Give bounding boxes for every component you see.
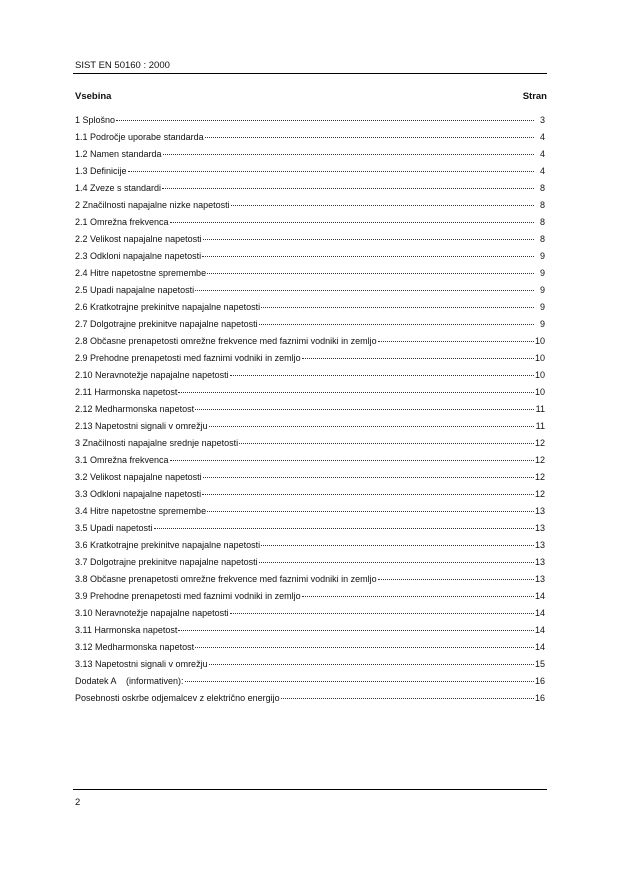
toc-dot-leader	[195, 403, 534, 410]
toc-entry[interactable]	[75, 200, 545, 217]
toc-entry-page: 14	[534, 608, 545, 618]
toc-dot-leader	[378, 335, 534, 342]
footer-divider	[73, 789, 547, 790]
toc-dot-leader	[261, 539, 534, 546]
toc-entry-page: 4	[539, 132, 545, 142]
toc-entry-page: 4	[539, 149, 545, 159]
toc-dot-leader	[195, 641, 534, 648]
toc-dot-leader	[163, 148, 534, 155]
toc-entry[interactable]	[75, 319, 545, 336]
toc-entry-page: 3	[539, 115, 545, 125]
toc-dot-leader	[116, 114, 534, 121]
toc-entry[interactable]	[75, 353, 545, 370]
toc-entry-title: 1.4 Zveze s standardi	[75, 183, 162, 193]
toc-entry[interactable]	[75, 183, 545, 200]
toc-dot-leader	[195, 284, 534, 291]
toc-entry-page: 8	[539, 217, 545, 227]
toc-dot-leader	[162, 182, 534, 189]
toc-dot-leader	[178, 624, 534, 631]
toc-entry-page: 10	[534, 387, 545, 397]
toc-entry-page: 11	[535, 404, 545, 414]
toc-entry-title: 3.10 Neravnotežje napajalne napetosti	[75, 608, 229, 618]
toc-dot-leader	[209, 658, 534, 665]
toc-entry[interactable]	[75, 506, 545, 523]
toc-entry[interactable]	[75, 132, 545, 149]
toc-entry-title: 3.8 Občasne prenapetosti omrežne frekvence med faznimi vodniki in zemljo	[75, 574, 377, 584]
toc-dot-leader	[170, 454, 534, 461]
toc-entry-page: 9	[539, 302, 545, 312]
toc-entry-page: 12	[534, 472, 545, 482]
toc-entry-title: 2.11 Harmonska napetost	[75, 387, 178, 397]
toc-dot-leader	[230, 607, 534, 614]
toc-entry-title: 2.3 Odkloni napajalne napetosti	[75, 251, 202, 261]
toc-entry-title: 3.7 Dolgotrajne prekinitve napajalne napetosti	[75, 557, 258, 567]
toc-entry[interactable]	[75, 557, 545, 574]
toc-entry-page: 12	[534, 455, 545, 465]
toc-dot-leader	[205, 131, 534, 138]
toc-entry-page: 12	[534, 438, 545, 448]
toc-entry[interactable]	[75, 251, 545, 268]
toc-dot-leader	[209, 420, 534, 427]
toc-entry-page: 16	[534, 676, 545, 686]
document-id-header: SIST EN 50160 : 2000	[75, 60, 170, 71]
toc-entry[interactable]	[75, 302, 545, 319]
toc-dot-leader	[203, 233, 534, 240]
toc-entry[interactable]	[75, 149, 545, 166]
toc-entry-page: 16	[534, 693, 545, 703]
toc-entry[interactable]	[75, 642, 545, 659]
toc-dot-leader	[281, 692, 534, 699]
table-of-contents	[75, 115, 545, 710]
toc-entry[interactable]	[75, 387, 545, 404]
toc-entry-title: 2.6 Kratkotrajne prekinitve napajalne napetosti	[75, 302, 261, 312]
toc-entry-page: 4	[539, 166, 545, 176]
toc-entry-page: 14	[534, 642, 545, 652]
toc-entry[interactable]	[75, 336, 545, 353]
toc-entry-page: 9	[539, 268, 545, 278]
toc-entry-page: 14	[534, 591, 545, 601]
toc-entry-title: 2.12 Medharmonska napetost	[75, 404, 195, 414]
toc-entry-page: 11	[535, 421, 545, 431]
toc-entry[interactable]	[75, 234, 545, 251]
toc-dot-leader	[302, 590, 534, 597]
toc-entry-title: 3.11 Harmonska napetost	[75, 625, 178, 635]
toc-entry-title: 2.2 Velikost napajalne napetosti	[75, 234, 202, 244]
toc-dot-leader	[230, 369, 534, 376]
toc-heading-contents: Vsebina	[75, 91, 112, 102]
toc-entry-page: 13	[534, 523, 545, 533]
toc-entry-page: 9	[539, 319, 545, 329]
toc-entry[interactable]	[75, 676, 545, 693]
toc-entry-title: 2.5 Upadi napajalne napetosti	[75, 285, 195, 295]
toc-entry-page: 9	[539, 285, 545, 295]
toc-entry-title: 3.9 Prehodne prenapetosti med faznimi vodniki in zemljo	[75, 591, 301, 601]
toc-entry[interactable]	[75, 404, 545, 421]
toc-entry-title: 1 Splošno	[75, 115, 116, 125]
toc-entry[interactable]	[75, 591, 545, 608]
toc-entry-title: 1.1 Področje uporabe standarda	[75, 132, 204, 142]
toc-dot-leader	[170, 216, 534, 223]
toc-entry-page: 13	[534, 557, 545, 567]
toc-entry[interactable]	[75, 523, 545, 540]
toc-dot-leader	[259, 556, 534, 563]
header-divider	[73, 73, 547, 74]
toc-entry-title: Posebnosti oskrbe odjemalcev z električno energijo	[75, 693, 280, 703]
page-number: 2	[75, 797, 81, 808]
toc-entry[interactable]	[75, 574, 545, 591]
toc-entry-page: 13	[534, 506, 545, 516]
toc-entry[interactable]	[75, 659, 545, 676]
toc-dot-leader	[202, 250, 534, 257]
toc-entry-title: 3.3 Odkloni napajalne napetosti	[75, 489, 202, 499]
toc-dot-leader	[302, 352, 534, 359]
toc-entry[interactable]	[75, 455, 545, 472]
toc-entry[interactable]	[75, 370, 545, 387]
toc-entry[interactable]	[75, 217, 545, 234]
toc-entry-title: 2.4 Hitre napetostne spremembe	[75, 268, 207, 278]
toc-entry-page: 10	[534, 353, 545, 363]
toc-dot-leader	[207, 267, 534, 274]
toc-entry-page: 15	[534, 659, 545, 669]
toc-heading-page: Stran	[522, 91, 547, 102]
toc-entry[interactable]	[75, 115, 545, 132]
toc-entry-title: 3.5 Upadi napetosti	[75, 523, 153, 533]
toc-entry-page: 13	[534, 574, 545, 584]
toc-entry-title: 2.10 Neravnotežje napajalne napetosti	[75, 370, 229, 380]
toc-entry-page: 8	[539, 183, 545, 193]
toc-dot-leader	[128, 165, 534, 172]
toc-entry-title: 3.2 Velikost napajalne napetosti	[75, 472, 202, 482]
toc-entry-title: 2.7 Dolgotrajne prekinitve napajalne napetosti	[75, 319, 258, 329]
toc-entry-title: 3.13 Napetostni signali v omrežju	[75, 659, 208, 669]
toc-dot-leader	[202, 488, 534, 495]
toc-entry[interactable]	[75, 268, 545, 285]
toc-dot-leader	[261, 301, 534, 308]
toc-entry-title: 3.12 Medharmonska napetost	[75, 642, 195, 652]
toc-entry-page: 10	[534, 370, 545, 380]
toc-entry[interactable]	[75, 285, 545, 302]
toc-entry-title: 3 Značilnosti napajalne srednje napetosti	[75, 438, 239, 448]
toc-entry-title: 2.1 Omrežna frekvenca	[75, 217, 169, 227]
toc-dot-leader	[207, 505, 534, 512]
toc-entry-title: 2.9 Prehodne prenapetosti med faznimi vodniki in zemljo	[75, 353, 301, 363]
toc-dot-leader	[185, 675, 534, 682]
toc-entry-title: 3.1 Omrežna frekvenca	[75, 455, 169, 465]
toc-dot-leader	[178, 386, 534, 393]
toc-entry-title: 3.6 Kratkotrajne prekinitve napajalne napetosti	[75, 540, 261, 550]
toc-entry-title: 1.3 Definicije	[75, 166, 127, 176]
toc-entry-title: 2 Značilnosti napajalne nizke napetosti	[75, 200, 230, 210]
toc-entry-title: Dodatek A (informativen):	[75, 676, 184, 686]
toc-entry-title: 3.4 Hitre napetostne spremembe	[75, 506, 207, 516]
toc-entry-page: 13	[534, 540, 545, 550]
toc-entry-page: 14	[534, 625, 545, 635]
toc-entry[interactable]	[75, 625, 545, 642]
toc-entry-page: 12	[534, 489, 545, 499]
toc-entry-title: 1.2 Namen standarda	[75, 149, 162, 159]
toc-entry-title: 2.8 Občasne prenapetosti omrežne frekvence med faznimi vodniki in zemljo	[75, 336, 377, 346]
toc-dot-leader	[378, 573, 534, 580]
toc-dot-leader	[239, 437, 534, 444]
toc-entry[interactable]	[75, 421, 545, 438]
toc-entry[interactable]	[75, 540, 545, 557]
toc-entry-page: 8	[539, 234, 545, 244]
toc-dot-leader	[154, 522, 534, 529]
toc-dot-leader	[259, 318, 534, 325]
toc-entry-page: 8	[539, 200, 545, 210]
toc-entry-title: 2.13 Napetostni signali v omrežju	[75, 421, 208, 431]
toc-entry[interactable]	[75, 472, 545, 489]
toc-entry[interactable]	[75, 489, 545, 506]
toc-entry-page: 10	[534, 336, 545, 346]
toc-dot-leader	[203, 471, 534, 478]
toc-entry[interactable]	[75, 608, 545, 625]
toc-entry[interactable]	[75, 166, 545, 183]
toc-entry-page: 9	[539, 251, 545, 261]
toc-entry[interactable]	[75, 438, 545, 455]
toc-entry[interactable]	[75, 693, 545, 710]
toc-dot-leader	[231, 199, 534, 206]
